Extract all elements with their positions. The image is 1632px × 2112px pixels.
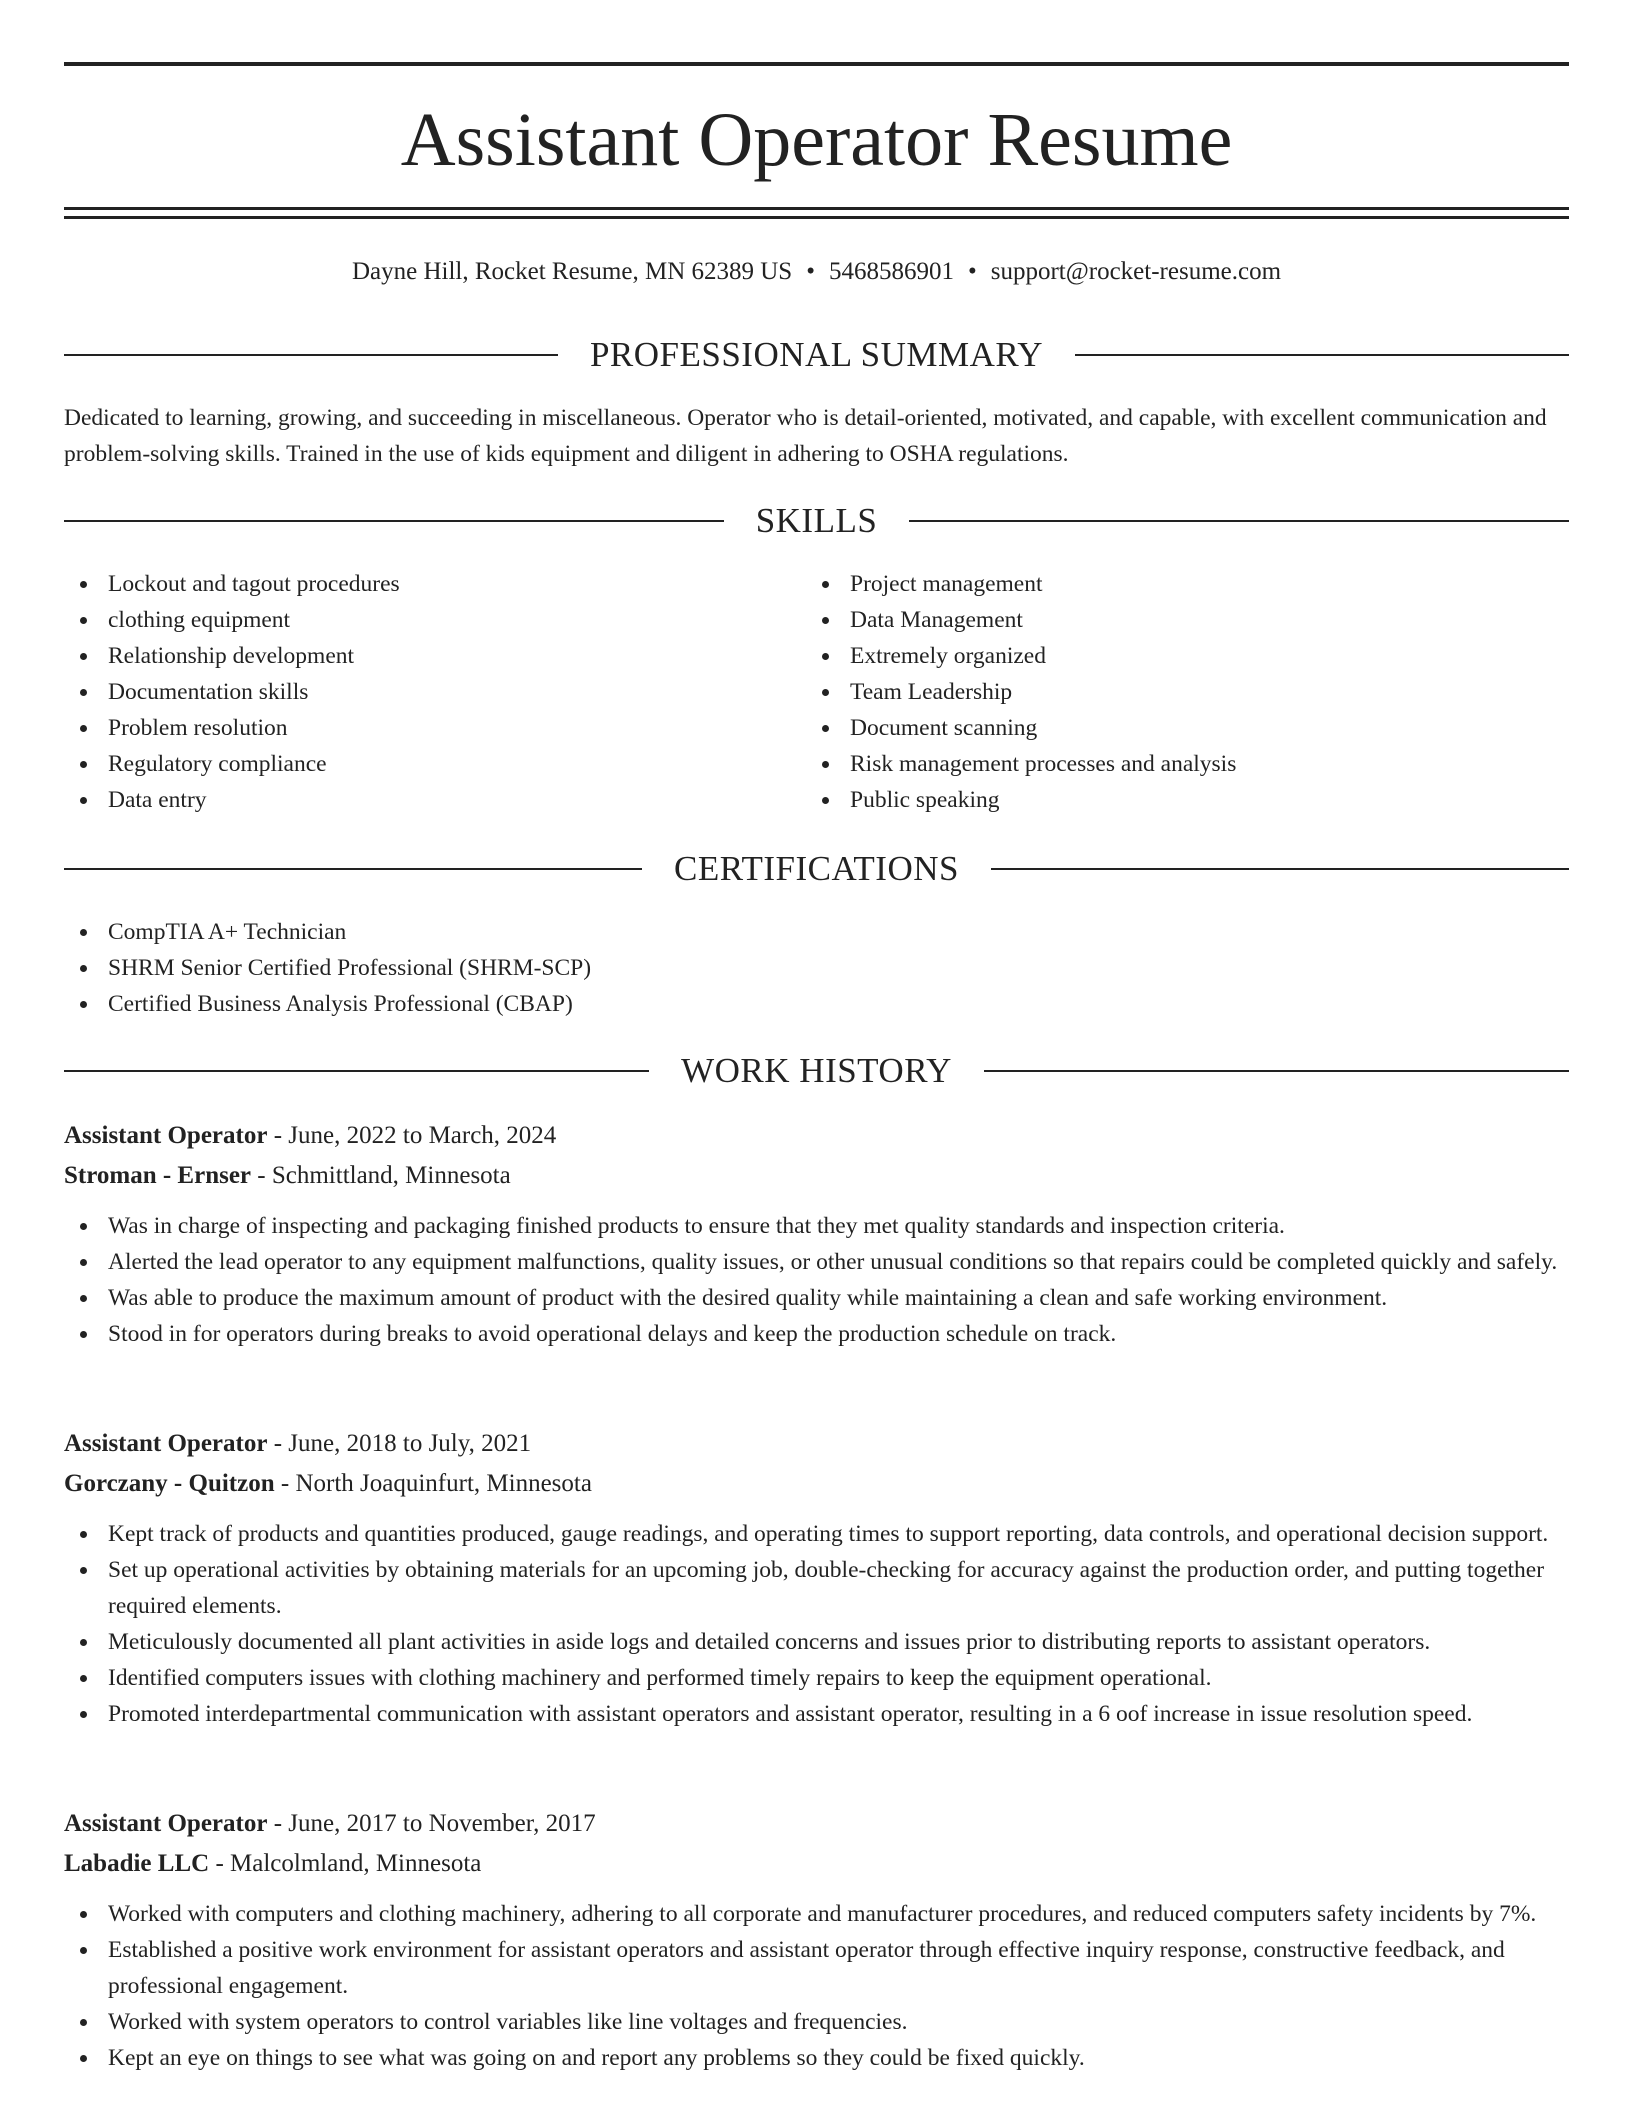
section-title: CERTIFICATIONS: [674, 849, 959, 888]
job-bullet: Established a positive work environment for assistant operators and assistant operator through effective inquiry response, constructive feedback, and professional engagement.: [64, 1932, 1569, 2004]
contact-email: support@rocket-resume.com: [990, 258, 1282, 285]
job-company-line: [64, 1156, 1569, 1196]
job-location: - North Joaquinfurt, Minnesota: [274, 1470, 592, 1497]
job-bullets: [64, 1896, 1569, 2076]
heading-rule: [64, 1070, 649, 1072]
job-bullet: Alerted the lead operator to any equipment malfunctions, quality issues, or other unusual conditions so that repairs could be completed quickly and safely.: [64, 1244, 1569, 1280]
job-bullet: Worked with system operators to control variables like line voltages and frequencies.: [64, 2004, 1569, 2040]
job-company: Gorczany - Quitzon: [64, 1470, 275, 1497]
skill-item: Data Management: [806, 602, 1566, 638]
job-company: Labadie LLC: [64, 1850, 210, 1877]
certifications-list: [64, 914, 1064, 1022]
job-bullet: Identified computers issues with clothing machinery and performed timely repairs to keep the equipment operational.: [64, 1660, 1569, 1696]
contact-phone: 5468586901: [828, 258, 954, 285]
job-bullet: Was in charge of inspecting and packaging finished products to ensure that they met quality standards and inspection criteria.: [64, 1208, 1569, 1244]
heading-rule: [984, 1070, 1569, 1072]
job-bullet: Meticulously documented all plant activities in aside logs and detailed concerns and issues prior to distributing reports to assistant operators.: [64, 1624, 1569, 1660]
skill-item: Extremely organized: [806, 638, 1566, 674]
job-bullet: Set up operational activities by obtaining materials for an upcoming job, double-checking for accuracy against the production order, and putting together required elements.: [64, 1552, 1569, 1624]
top-rule: [64, 62, 1569, 66]
certification-item: SHRM Senior Certified Professional (SHRM-SCP): [64, 950, 1064, 986]
skill-item: Document scanning: [806, 710, 1566, 746]
job-bullets: [64, 1516, 1569, 1732]
skill-item: Regulatory compliance: [64, 746, 764, 782]
skill-item: Data entry: [64, 782, 764, 818]
job-bullet: Kept track of products and quantities produced, gauge readings, and operating times to support reporting, data controls, and operational decision support.: [64, 1516, 1569, 1552]
job-bullet: Stood in for operators during breaks to avoid operational delays and keep the production schedule on track.: [64, 1316, 1569, 1352]
skill-item: Documentation skills: [64, 674, 764, 710]
job-location: - Malcolmland, Minnesota: [209, 1850, 482, 1877]
job-company: Stroman - Ernser: [64, 1162, 252, 1189]
certification-item: CompTIA A+ Technician: [64, 914, 1064, 950]
job-entry: [64, 1116, 1569, 1352]
contact-separator: •: [806, 258, 815, 285]
section-title: WORK HISTORY: [681, 1051, 952, 1090]
skill-item: clothing equipment: [64, 602, 764, 638]
skill-item: Team Leadership: [806, 674, 1566, 710]
job-title-line: [64, 1804, 1569, 1844]
skill-item: Relationship development: [64, 638, 764, 674]
skill-item: Problem resolution: [64, 710, 764, 746]
job-entry: [64, 1804, 1569, 2076]
page-title: Assistant Operator Resume: [400, 98, 1233, 182]
job-title-line: [64, 1116, 1569, 1156]
section-heading-work-history: [64, 1049, 1569, 1093]
job-bullet: Worked with computers and clothing machinery, adhering to all corporate and manufacturer procedures, and reduced computers safety incidents by 7%.: [64, 1896, 1569, 1932]
skill-item: Project management: [806, 566, 1566, 602]
job-bullet: Promoted interdepartmental communication with assistant operators and assistant operator, resulting in a 6 oof increase in issue resolution speed.: [64, 1696, 1569, 1732]
title-rule-upper: [64, 207, 1569, 210]
section-heading-certifications: [64, 847, 1569, 891]
job-title-line: [64, 1424, 1569, 1464]
heading-rule: [64, 868, 642, 870]
contact-separator: •: [967, 258, 977, 285]
heading-rule: [64, 354, 558, 356]
summary-text: Dedicated to learning, growing, and succeeding in miscellaneous. Operator who is detail-oriented, motivated, and capable, with excellent communication and problem-solving skills. Trained in the use of kids equipment and diligent in adhering to OSHA regulations.: [64, 405, 1547, 467]
job-location: - Schmittland, Minnesota: [251, 1162, 511, 1189]
job-bullets: [64, 1208, 1569, 1352]
skill-item: Lockout and tagout procedures: [64, 566, 764, 602]
job-title: Assistant Operator: [64, 1122, 268, 1149]
job-company-line: [64, 1464, 1569, 1504]
section-heading-summary: [64, 333, 1569, 377]
job-dates: - June, 2018 to July, 2021: [267, 1430, 532, 1457]
job-bullet: Kept an eye on things to see what was going on and report any problems so they could be fixed quickly.: [64, 2040, 1569, 2076]
heading-rule: [64, 520, 724, 522]
skill-item: Risk management processes and analysis: [806, 746, 1566, 782]
job-dates: - June, 2022 to March, 2024: [267, 1122, 557, 1149]
title-rule-lower: [64, 216, 1569, 219]
certification-item: Certified Business Analysis Professional (CBAP): [64, 986, 1064, 1022]
job-company-line: [64, 1844, 1569, 1884]
skill-item: Public speaking: [806, 782, 1566, 818]
job-dates: - June, 2017 to November, 2017: [267, 1810, 596, 1837]
job-entry: [64, 1424, 1569, 1732]
section-title: SKILLS: [755, 501, 878, 540]
heading-rule: [991, 868, 1569, 870]
heading-rule: [1075, 354, 1569, 356]
heading-rule: [909, 520, 1569, 522]
job-title: Assistant Operator: [64, 1810, 268, 1837]
section-heading-skills: [64, 499, 1569, 543]
skills-list-left: [64, 566, 764, 818]
job-bullet: Was able to produce the maximum amount of product with the desired quality while maintaining a clean and safe working environment.: [64, 1280, 1569, 1316]
skills-list-right: [806, 566, 1566, 818]
job-title: Assistant Operator: [64, 1430, 268, 1457]
contact-address: Dayne Hill, Rocket Resume, MN 62389 US: [351, 258, 793, 285]
contact-line: [64, 255, 1569, 289]
section-title: PROFESSIONAL SUMMARY: [589, 335, 1044, 374]
